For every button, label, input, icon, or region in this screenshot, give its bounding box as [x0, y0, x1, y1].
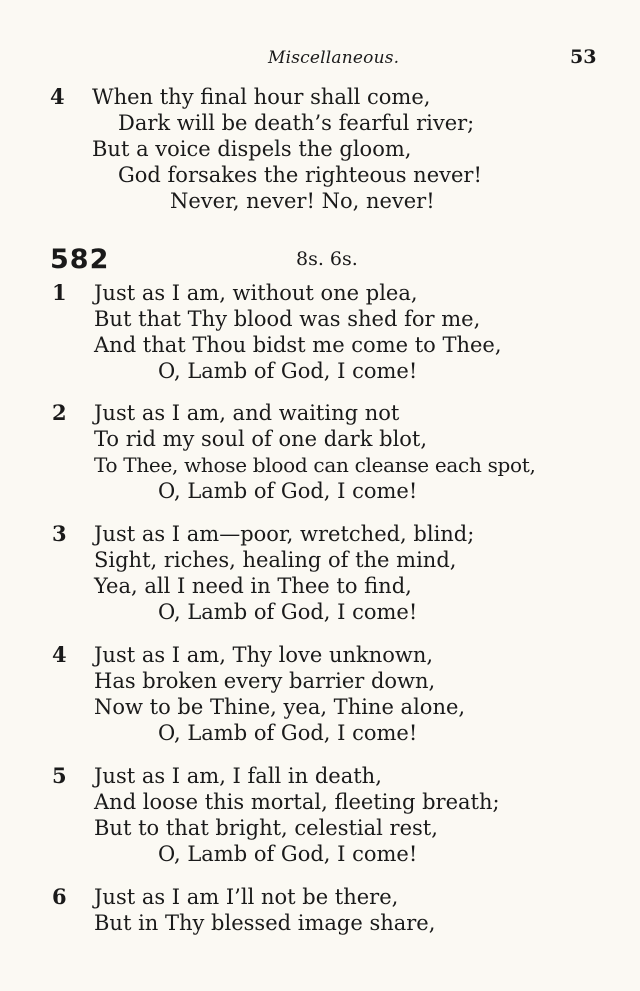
verse-line: O, Lamb of God, I come! — [158, 359, 418, 383]
verse-number: 6 — [52, 884, 67, 909]
hymn-number: 582 — [50, 244, 110, 275]
verse-line: But to that bright, celestial rest, — [94, 816, 438, 840]
verse-line: Just as I am, and waiting not — [94, 401, 400, 425]
verse-number: 3 — [52, 521, 67, 546]
verse-number: 5 — [52, 763, 67, 788]
verse-line: To Thee, whose blood can cleanse each spot, — [94, 453, 536, 477]
section-title: Miscellaneous. — [268, 48, 400, 68]
verse-line: Now to be Thine, yea, Thine alone, — [94, 695, 466, 719]
verse-line: Just as I am, Thy love unknown, — [94, 643, 434, 667]
verse-line: Has broken every barrier down, — [94, 669, 436, 693]
verse-line: O, Lamb of God, I come! — [158, 479, 418, 503]
verse-line: But a voice dispels the gloom, — [92, 137, 412, 161]
verse-line: Just as I am—poor, wretched, blind; — [94, 522, 475, 546]
hymn-meter: 8s. 6s. — [296, 248, 358, 270]
verse-line: But in Thy blessed image share, — [94, 911, 436, 935]
verse-line: When thy final hour shall come, — [92, 85, 431, 109]
running-header — [0, 48, 640, 72]
verse-line: Never, never! No, never! — [170, 189, 435, 213]
verse-line: And loose this mortal, fleeting breath; — [94, 790, 500, 814]
verse-line: O, Lamb of God, I come! — [158, 721, 418, 745]
verse-line: O, Lamb of God, I come! — [158, 842, 418, 866]
verse-line: O, Lamb of God, I come! — [158, 600, 418, 624]
verse-line: Dark will be death’s fearful river; — [118, 111, 475, 135]
verse-line: God forsakes the righteous never! — [118, 163, 482, 187]
verse-line: Just as I am I’ll not be there, — [94, 885, 399, 909]
verse-number: 2 — [52, 400, 67, 425]
page-number: 53 — [570, 46, 597, 68]
verse-line: Yea, all I need in Thee to find, — [94, 574, 412, 598]
verse-line: And that Thou bidst me come to Thee, — [94, 333, 502, 357]
verse-number: 4 — [50, 84, 65, 109]
verse-number: 4 — [52, 642, 67, 667]
verse-number: 1 — [52, 280, 67, 305]
verse-line: Sight, riches, healing of the mind, — [94, 548, 457, 572]
verse-line: Just as I am, I fall in death, — [94, 764, 382, 788]
verse-line: Just as I am, without one plea, — [94, 281, 418, 305]
verse-line: But that Thy blood was shed for me, — [94, 307, 481, 331]
verse-line: To rid my soul of one dark blot, — [94, 427, 428, 451]
